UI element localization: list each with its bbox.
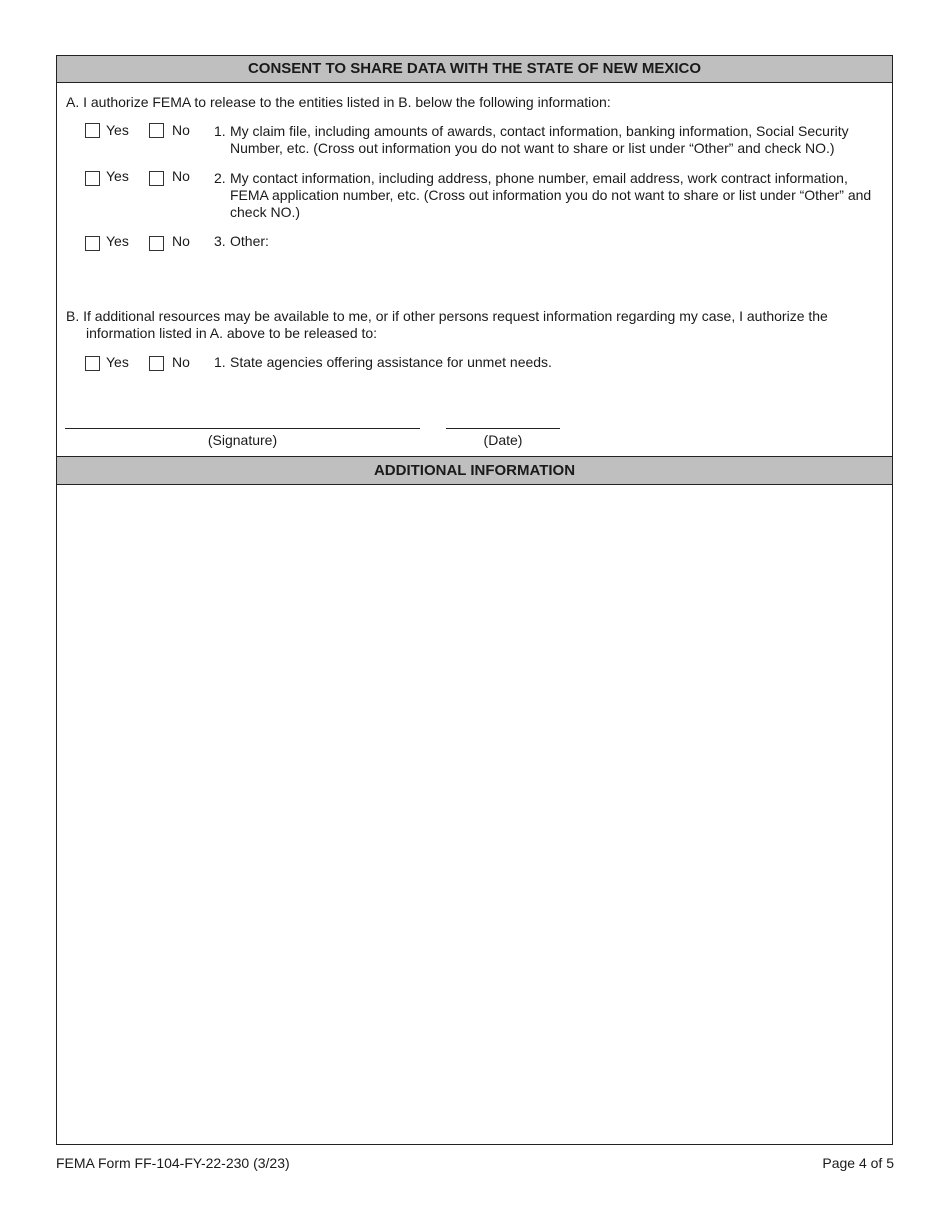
consent-form	[56, 55, 893, 1145]
section-b-intro-line2: information listed in A. above to be released to:	[86, 325, 378, 341]
a3-yes-checkbox[interactable]	[85, 236, 100, 251]
additional-info-area[interactable]	[57, 485, 892, 1144]
a1-yes-label: Yes	[106, 122, 129, 138]
a3-yes-label: Yes	[106, 233, 129, 249]
a3-text: Other:	[230, 233, 269, 249]
a1-no-checkbox[interactable]	[149, 123, 164, 138]
a1-number: 1.	[214, 123, 226, 139]
date-caption: (Date)	[483, 432, 523, 448]
b1-number: 1.	[214, 354, 226, 370]
a1-text: My claim file, including amounts of awards, contact information, banking information, Social Security Number, etc. (Cross out information you do not want to share or list under “Other” and check NO.)	[230, 123, 849, 156]
additional-info-header: ADDITIONAL INFORMATION	[57, 456, 892, 485]
b1-text: State agencies offering assistance for unmet needs.	[230, 354, 552, 370]
b1-no-label: No	[172, 354, 190, 370]
b1-no-checkbox[interactable]	[149, 356, 164, 371]
a3-number: 3.	[214, 233, 226, 249]
a1-no-label: No	[172, 122, 190, 138]
a2-yes-checkbox[interactable]	[85, 171, 100, 186]
b1-yes-checkbox[interactable]	[85, 356, 100, 371]
signature-caption: (Signature)	[207, 432, 278, 448]
section-b-intro-line1: B. If additional resources may be available to me, or if other persons request information regarding my case, I authorize the	[66, 308, 828, 324]
a2-no-checkbox[interactable]	[149, 171, 164, 186]
consent-section-header: CONSENT TO SHARE DATA WITH THE STATE OF NEW MEXICO	[57, 56, 892, 83]
a3-no-checkbox[interactable]	[149, 236, 164, 251]
a3-item[interactable]	[214, 233, 879, 250]
a2-yes-label: Yes	[106, 168, 129, 184]
section-a-intro: A. I authorize FEMA to release to the entities listed in B. below the following information:	[66, 94, 611, 110]
form-id: FEMA Form FF-104-FY-22-230 (3/23)	[56, 1155, 290, 1171]
a2-no-label: No	[172, 168, 190, 184]
date-line[interactable]	[446, 428, 560, 429]
b1-item	[214, 354, 879, 371]
a2-text: My contact information, including address, phone number, email address, work contract information, FEMA application number, etc. (Cross out information you do not want to share or list under “Other” and check NO.)	[230, 170, 872, 220]
page-number: Page 4 of 5	[822, 1155, 894, 1171]
a2-item	[214, 170, 879, 221]
a1-item	[214, 123, 879, 157]
a3-no-label: No	[172, 233, 190, 249]
b1-yes-label: Yes	[106, 354, 129, 370]
a1-yes-checkbox[interactable]	[85, 123, 100, 138]
a2-number: 2.	[214, 170, 226, 186]
signature-line[interactable]	[65, 428, 420, 429]
